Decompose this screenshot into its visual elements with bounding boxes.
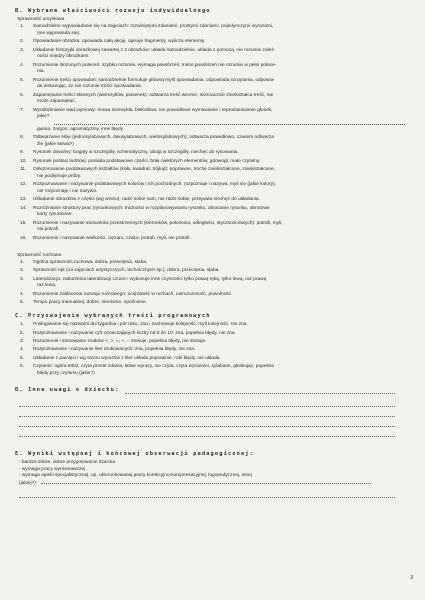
item-number: 3.: [20, 276, 25, 282]
result-option-other-label: (jakiej?): [19, 481, 36, 487]
item-text-continued: jakie?: [37, 114, 50, 120]
item-text-continued: nie rozpoznaje i nie nazywa.: [37, 188, 98, 194]
list-item: [15, 221, 413, 234]
item-number: 4.: [20, 291, 25, 297]
item-number: 3.: [20, 47, 25, 53]
list-item: [15, 182, 413, 195]
list-item: [15, 167, 413, 180]
list-item: [15, 268, 413, 275]
item-text-continued: nie potrafi.: [37, 227, 60, 233]
list-item: [15, 356, 413, 363]
item-number: 9.: [20, 150, 25, 156]
item-text: Rysunek postaci ludzkiej: posiada podstawowe części, brak niektórych elementów, gdowogł, mało czytelny.: [33, 158, 261, 164]
item-number: 5.: [20, 355, 25, 361]
item-text: Rozumienie treści opowiadań: samodzielnie formułuje główną myśl opowiadania, odpowiada na pytania, odpowia-: [33, 77, 275, 83]
item-number: 8.: [20, 135, 25, 141]
item-text-continued: karty rysunkowe.: [37, 212, 73, 218]
item-text: Posługiwanie się nazwami dni tygodnia i pór roku: zna i zachowuje kolejność, myli kolejność, nie zna.: [33, 322, 248, 328]
item-text: Rysunek dowolny: bogaty w szczegóły, schematyczny, ubogi w szczegóły, niechęć do rysowania.: [33, 150, 239, 156]
notes-line[interactable]: [19, 397, 395, 407]
subheading-mental: Sprawność umysłowa: [17, 17, 65, 23]
item-text: Rozumienie złożonych poleceń: szybko rozumie, wymaga powtórzeń, mimo powtórzeń nie rozumie w pełni polece-: [33, 62, 277, 68]
list-item: [15, 260, 413, 267]
program-content-list: [15, 322, 413, 377]
list-item: [15, 63, 413, 76]
result-option: - wymaga pracy wyrównawczej: [19, 466, 86, 472]
item-text: Układanie obrazków z części (wg wzoru): radzi sobie sam, nie radzi sobie, przejawia niechęć do układania.: [33, 197, 260, 203]
item-number: 2.: [20, 268, 25, 274]
notes-line[interactable]: [19, 407, 395, 417]
item-number: 4.: [20, 62, 25, 68]
item-number: 6.: [20, 364, 25, 370]
item-text: Rozróżnianie struktury prac (rysunkowych: trudności w rozplanowywaniu rysunku, obracanie rysunku, obrotowe: [33, 205, 270, 211]
section-e-heading: E. Wyniki wstępnej i końcowej obserwacji pedagogicznej:: [15, 450, 254, 457]
list-item: [15, 39, 413, 46]
list-item: [15, 292, 413, 299]
result-line[interactable]: [19, 488, 395, 498]
item-number: 13.: [20, 197, 27, 203]
section-d-heading: [15, 387, 413, 394]
list-item: [15, 48, 413, 61]
item-text: Opowiadanie obrazka: opowiada całą akcję, opisuje fragmenty, wylicza elementy.: [33, 39, 206, 45]
item-text: Lateralizacja: zaburzenia lateralizacji czucie i wykonuje inne czynności tylko prawą ręką, tylko lewą, raz prawą: [33, 276, 267, 282]
item-number: 16.: [20, 235, 27, 241]
mental-ability-list: [15, 24, 413, 242]
item-text: Rozumienie zakłócenia rozwoju ruchowego: ociężałość w ruchach, nierozumność, powolność.: [33, 291, 233, 297]
item-text-continued: da wskazując, że nie rozumie treści opowiadania.: [37, 84, 143, 90]
item-text: Tempo pracy manualnej: dobre, nierówne, opóźnione.: [33, 300, 148, 306]
list-item: [15, 331, 413, 338]
item-number: 12.: [20, 182, 27, 188]
result-option: - bardzo dobre, dobre przygotowanie dziecka: [19, 460, 115, 466]
item-number: 1.: [20, 24, 25, 30]
list-item: [15, 159, 413, 166]
item-text-continued: gwara, żargon, agramatyzmy, inne błędy: [37, 126, 124, 132]
section-d: [15, 387, 413, 436]
list-item: [15, 339, 413, 346]
item-number: 5.: [20, 300, 25, 306]
item-number: 3.: [20, 338, 25, 344]
subheading-motor: Sprawność ruchowa: [17, 253, 62, 259]
result-option-other: [19, 480, 413, 488]
item-number: 1.: [20, 259, 25, 265]
item-text: Rozumienie i nazywanie stosunków przestrzennych (kierunków, położenia, odległości, stycznościowych): potrafi, myli,: [33, 220, 283, 226]
item-text: Rozpoznawanie i nazywanie cyfr oznaczających liczby od 0 do 10: zna, popełnia błędy, nie zna.: [33, 330, 236, 336]
result-other-line[interactable]: [41, 480, 371, 484]
list-item: [15, 150, 413, 157]
list-item: [15, 300, 413, 307]
item-text: Samodzielne wypowiadanie się na zajęciach: rozwiniętymi zdaniami, prostymi zdaniami, pojedynczymi wyrazami,: [33, 24, 274, 30]
item-text: Odtwarzanie słów (jednosylabowych, dwusylabowych, wielosylabowych): odtwarza prawidłowo, czasem odtwarza: [33, 135, 275, 141]
list-item: [15, 277, 413, 290]
notes-line[interactable]: [19, 417, 395, 427]
section-c-heading: C. Przyswojenie wybranych treści programowych: [15, 312, 211, 319]
item-text: Rozumienie i stosowanie znaków <, >, =, +, -: stosuje, popełnia błędy, nie stosuje.: [33, 338, 207, 344]
item-text: Rozpoznawanie i nazywanie podstawowych kolorów i ich pochodnych: rozpoznaje i nazywa, myli się (jakie kolory),: [33, 182, 276, 188]
item-number: 10.: [20, 158, 27, 164]
section-b: [15, 8, 413, 307]
item-number: 4.: [20, 347, 25, 353]
list-item: [15, 236, 413, 243]
list-item: [15, 364, 413, 377]
motor-ability-list: [15, 260, 413, 307]
item-number: 15.: [20, 220, 27, 226]
list-item: [15, 322, 413, 329]
item-number: 1.: [20, 322, 25, 328]
list-item: [15, 206, 413, 219]
item-text-continued: (nie wypowiada się).: [37, 30, 81, 36]
item-text-continued: błędy przy czytaniu (jakie?): [37, 370, 95, 376]
item-text-continued: źle (jakie słowa?): [37, 141, 74, 147]
item-number: 14.: [20, 205, 27, 211]
item-text: Zapamiętanie treści słownych (wierszyków, piosenek): odtwarza treść wiernie, nieznacznie zniekształca treść, nie: [33, 92, 274, 98]
item-number: 11.: [20, 167, 27, 173]
item-text: Odwzorowanie podstawowych kształtów (koło, kwadrat, trójkąt): poprawne, trochę zniekształcone, zniekształcone,: [33, 167, 276, 173]
result-option: - wymaga opieki specjalistycznej, np. ukierunkowanej pracy korekcyjno-kompensacyjnej, logopedycznej, innej: [19, 473, 252, 479]
item-text-continued: raz lewą.: [37, 283, 57, 289]
item-number: 2.: [20, 330, 25, 336]
item-text: Rozumienie i nazywanie wielkości, ciężaru, czasu: potrafi, myli, nie potrafi.: [33, 235, 191, 241]
item-text: Wyodrębnianie wad wymowy: mowa niezwykła, bełkotliwa, nie prawidłowe wymawianie i reprodukowanie głosek,: [33, 107, 273, 113]
item-text-continued: ności między obrazkami.: [37, 54, 90, 60]
item-text: Układanie z pamięci i wg wzoru wyrazów z liter układa poprawnie, robi błędy, nie układa.: [33, 355, 221, 361]
section-c: [15, 313, 413, 378]
list-item: [15, 24, 413, 37]
section-e: [15, 451, 413, 498]
section-d-label: D. Inne uwagi o dziecku:: [15, 387, 120, 394]
item-text: Ogólna sprawność ruchowa: dobra, przeciętna, słaba.: [33, 259, 148, 265]
item-text-continued: może zapamiętać.: [37, 99, 76, 105]
list-item: [15, 135, 413, 148]
list-item: [15, 197, 413, 204]
list-item: [15, 78, 413, 91]
section-b-heading: B. Wybrane właściwości rozwoju indywidualnego: [15, 8, 211, 14]
item-text: Rozpoznawanie i nazywanie liter drukowanych: zna, popełnia błędy, nie zna.: [33, 347, 196, 353]
item-text: Sprawność rąk (na zajęciach artystycznych, technicznych itp.): dobra, przeciętna, słaba.: [33, 268, 220, 274]
list-item: [15, 108, 413, 134]
item-text: Układanie historyjki obrazkowej zawartej z 3 obrazków: układa samodzielnie, układa z pomocą, nie rozumie zależ-: [33, 47, 276, 53]
item-number: 6.: [20, 92, 25, 98]
fill-in-line[interactable]: [54, 121, 405, 125]
list-item: [15, 347, 413, 354]
item-text-continued: nia.: [37, 69, 45, 75]
item-number: 7.: [20, 107, 25, 113]
list-item: [15, 93, 413, 106]
page-number: 3: [410, 575, 413, 582]
item-text-continued: nie podejmuje próby.: [37, 173, 82, 179]
item-text: Czytanie: ogóra tekst, czyta proste zdania, łatwe wyrazy, nie czyta, czyta wyrazami, sylabami, głoskując, popełnia: [33, 364, 274, 370]
item-number: 2.: [20, 39, 25, 45]
item-number: 5.: [20, 77, 25, 83]
notes-line[interactable]: [19, 427, 395, 437]
